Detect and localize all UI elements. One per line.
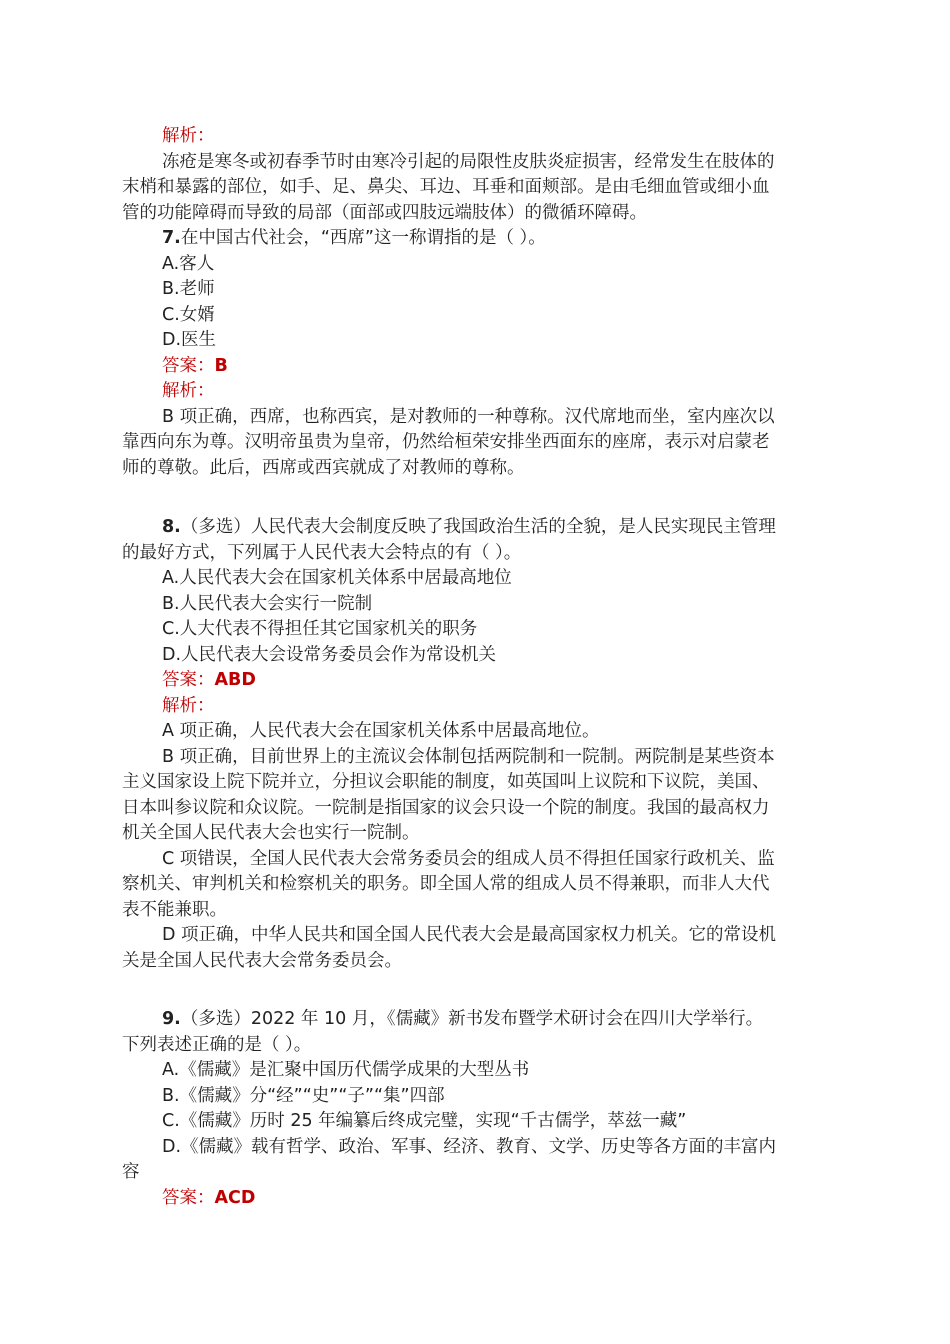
q8-stem-text: （多选）人民代表大会制度反映了我国政治生活的全貌，是人民实现民主管理 bbox=[180, 517, 776, 537]
q8-number: 8. bbox=[162, 517, 181, 537]
q6-analysis-section bbox=[122, 124, 838, 226]
q7-answer-value: B bbox=[214, 355, 228, 376]
q9-option-c: C.《儒藏》历时 25 年编纂后终成完璧，实现“千古儒学，萃兹一藏” bbox=[162, 1111, 687, 1131]
q8-analysis-d-line: 关是全国人民代表大会常务委员会。 bbox=[122, 950, 402, 971]
q7-analysis-line: 师的尊敬。此后，西席或西宾就成了对教师的尊称。 bbox=[122, 457, 525, 478]
q6-analysis-line: 冻疮是寒冬或初春季节时由寒冷引起的局限性皮肤炎症损害，经常发生在肢体的 bbox=[162, 151, 775, 172]
q9-answer bbox=[122, 1186, 838, 1212]
q7-analysis-line: 靠西向东为尊。汉明帝虽贵为皇帝，仍然给桓荣安排坐西面东的座席，表示对启蒙老 bbox=[122, 432, 770, 452]
q8-answer-value: ABD bbox=[214, 670, 256, 690]
question-9 bbox=[122, 1007, 838, 1211]
q7-stem-text: 在中国古代社会，“西席”这一称谓指的是（ ）。 bbox=[180, 228, 546, 248]
q9-answer-value: ACD bbox=[214, 1187, 256, 1208]
q7-stem bbox=[122, 226, 838, 252]
q7-answer-label: 答案： bbox=[162, 355, 215, 376]
q8-analysis-b-line: B 项正确，目前世界上的主流议会体制包括两院制和一院制。两院制是某些资本 bbox=[162, 746, 775, 767]
q8-answer bbox=[122, 668, 838, 694]
q6-analysis-line: 末梢和暴露的部位，如手、足、鼻尖、耳边、耳垂和面颊部。是由毛细血管或细小血 bbox=[122, 177, 770, 197]
q7-analysis-line: B 项正确，西席，也称西宾，是对教师的一种尊称。汉代席地而坐，室内座次以 bbox=[162, 406, 775, 427]
q8-option-a: A.人民代表大会在国家机关体系中居最高地位 bbox=[162, 568, 512, 588]
q7-number: 7. bbox=[162, 228, 181, 248]
q6-analysis-line: 管的功能障碍而导致的局部（面部或四肢远端肢体）的微循环障碍。 bbox=[122, 202, 647, 223]
q7-option-c: C.女婿 bbox=[162, 304, 215, 325]
q8-analysis-label: 解析： bbox=[162, 695, 215, 716]
q9-option-a: A.《儒藏》是汇聚中国历代儒学成果的大型丛书 bbox=[162, 1060, 530, 1080]
q8-analysis-d-line: D 项正确，中华人民共和国全国人民代表大会是最高国家权力机关。它的常设机 bbox=[162, 925, 777, 945]
q7-answer bbox=[122, 354, 838, 380]
q7-option-a: A.客人 bbox=[162, 253, 215, 274]
q8-option-c: C.人大代表不得担任其它国家机关的职务 bbox=[162, 619, 478, 639]
q8-option-d: D.人民代表大会设常务委员会作为常设机关 bbox=[162, 644, 497, 665]
q9-stem-line: 下列表述正确的是（ ）。 bbox=[122, 1034, 312, 1055]
question-8 bbox=[122, 515, 838, 974]
q9-option-d-continued: 容 bbox=[122, 1162, 140, 1182]
q8-analysis-b-line: 机关全国人民代表大会也实行一院制。 bbox=[122, 823, 420, 843]
q9-option-b: B.《儒藏》分“经”“史”“子”“集”四部 bbox=[162, 1085, 445, 1106]
q9-answer-label: 答案： bbox=[162, 1187, 215, 1208]
q9-stem-text: （多选）2022 年 10 月，《儒藏》新书发布暨学术研讨会在四川大学举行。 bbox=[180, 1009, 764, 1029]
q8-analysis-c-line: 表不能兼职。 bbox=[122, 899, 227, 920]
q6-analysis-label: 解析： bbox=[162, 126, 215, 146]
q7-option-d: D.医生 bbox=[162, 330, 217, 350]
q8-analysis-b-line: 主义国家设上院下院并立，分担议会职能的制度，如英国叫上议院和下议院，美国、 bbox=[122, 772, 770, 792]
q8-analysis-c-line: C 项错误，全国人民代表大会常务委员会的组成人员不得担任国家行政机关、监 bbox=[162, 848, 775, 869]
q8-answer-label: 答案： bbox=[162, 670, 215, 690]
q8-stem-line bbox=[122, 515, 838, 541]
q8-option-b: B.人民代表大会实行一院制 bbox=[162, 593, 373, 614]
q8-analysis-c-line: 察机关、审判机关和检察机关的职务。即全国人常的组成人员不得兼职，而非人大代 bbox=[122, 874, 770, 894]
q9-stem-line bbox=[122, 1007, 838, 1033]
q8-analysis-b-line: 日本叫参议院和众议院。一院制是指国家的议会只设一个院的制度。我国的最高权力 bbox=[122, 797, 770, 818]
q7-analysis-label: 解析： bbox=[162, 381, 215, 401]
q9-number: 9. bbox=[162, 1009, 181, 1029]
q8-stem-line: 的最好方式，下列属于人民代表大会特点的有（ ）。 bbox=[122, 542, 522, 563]
q8-analysis-a-line: A 项正确，人民代表大会在国家机关体系中居最高地位。 bbox=[162, 721, 600, 741]
q7-option-b: B.老师 bbox=[162, 279, 215, 299]
question-7 bbox=[122, 226, 838, 481]
q9-option-d: D.《儒藏》载有哲学、政治、军事、经济、教育、文学、历史等各方面的丰富内 bbox=[162, 1136, 777, 1157]
